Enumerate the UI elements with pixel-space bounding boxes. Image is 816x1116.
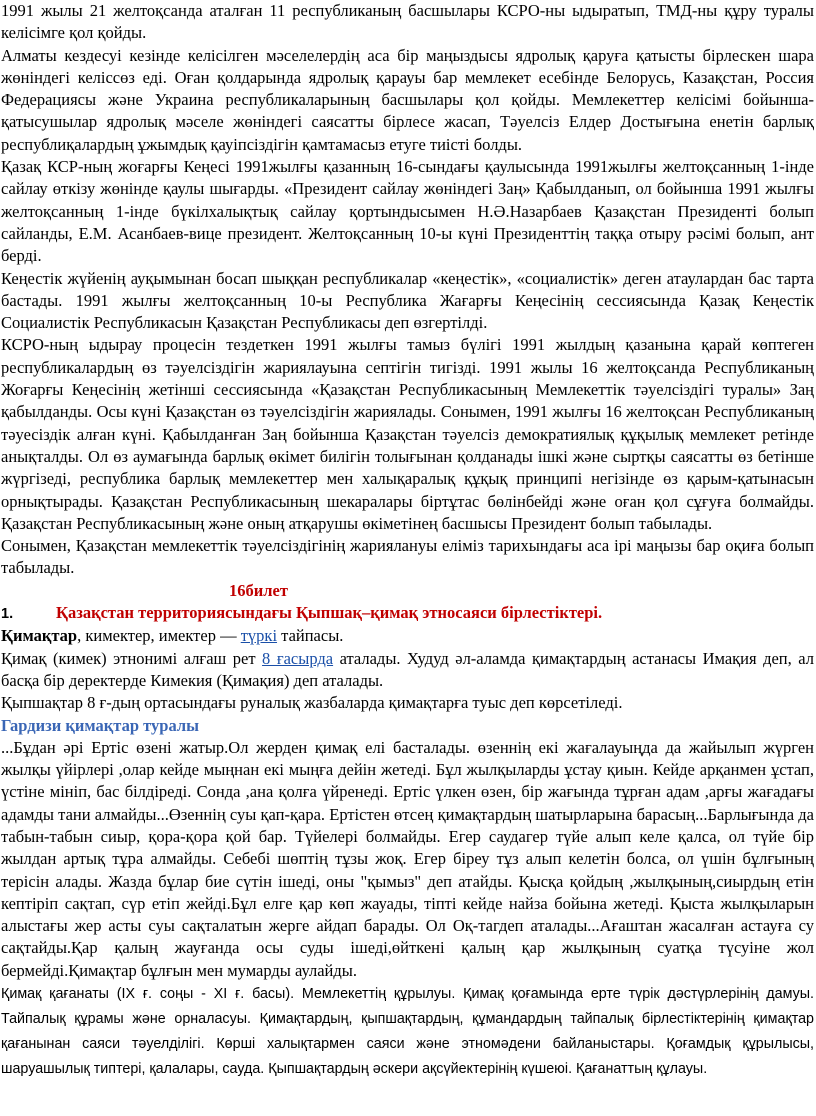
- ethnonym-tail: аталады. Худуд әл-аламда қимақтардың астанасы Имақия деп, ал басқа бір деректерде Кимекия (Қимақия) деп аталады.: [1, 648, 814, 690]
- kimak-ethnonym-paragraph: [1, 648, 814, 693]
- turkic-link[interactable]: түркі: [240, 626, 278, 646]
- paragraph-almaty-meeting: Алматы кездесуі кезінде келісілген мәселелердің аса бір маңыздысы ядролық қаруға қатысты бірлескен шара жөніндегі келіссөз еді. Оған қолдарында ядролық қарауы бар мемлекет есебінде Белорусь, Казақстан, Россия Федерациясы және Украина республикаларының басшылары қол қойды. Мемлекеттер келісімі бойынша-қатысушылар ядролық мәселе жөніндегі саясатты бірлесе жасап, Тәуелсіз Елдер Достығына енетін барлық республиқалардың ұжымдық қауіпсіздігін қамтамасыз етуге тиісті болды.: [1, 45, 814, 154]
- kimak-intro-tail: тайпасы.: [277, 626, 344, 646]
- kimak-intro-text: , кимектер, имектер —: [77, 626, 241, 646]
- ticket-heading: 16билет: [229, 580, 288, 600]
- gardizi-paragraph: ...Бұдан әрі Ертіс өзені жатыр.Ол жерден қимақ елі басталады. өзеннің екі жағалауыңда да жайылып жүрген жылқы үйірлері ,олар кейде мыңнан екі мыңға дейін жетеді. Бұл жылқыларды ұстау қиын. Кейде арқанмен ұстап, үстіне мініп, бас білдіреді. Сонда ,ана қолға үйренеді. Ертіс үлкен өзен, бір жағында тұрған адам ,арғы жағадағы адамды тани алмайды...Өзеннің суы қап-қара. Ертістен өтсең қимақтардың шатырларына барасың...Барлығында да табын-табын сиыр, қора-қора қой бар. Түйелері болмайды. Егер саудагер түйе алып келе қалса, ол түйе бір жылдан артық тұра алмайды. Себебі шөптің тұзы жоқ. Егер біреу тұз алып келетін болса, ол үшін бұлғының терісін алады. Жазда бұлар бие сүтін ішеді, оны "қымыз" деп атайды. Қысқа қойдың ,жылқының,сиырдың етін кептіріп сақтап, сүр етіп жейді.Бұл елге қар көп жауады, тіпті кейде найза бойына жетеді. Қыста жылқыларын алыстағы жер асты суы сақталатын жерге айдап барады. Ол Оқ-тагдеп аталады...Ағаштан жасалған астауға су сақтайды.Қар қалың жауғанда осы суды ішеді,өйткені қалың қар жылқының суатқа түсуіне жол бермейді.Қимақтар бұлғын мен мумарды аулайды.: [1, 737, 814, 980]
- paragraph-president-election: Қазақ КСР-ның жоғарғы Кеңесі 1991жылғы қазанның 16-сындағы қаулысында 1991жылғы желтоқсанның 1-інде сайлау өткізу жөнінде қаулы шығарды. «Президент сайлау жөніндегі Заң» Қабылданып, ол бойынша 1991 жылғы желтоқсанның 1-інде бүкілхалықтық сайлау қортындысымен Н.Ә.Назарбаев Қазақстан Президенті болып сайланды, Е.М. Асанбаев-вице президент. Желтоқсанның 10-ы күні Президенттің таққа отыру рәсімі болып, ант берді.: [1, 157, 814, 266]
- gardizi-heading: Гардизи қимақтар туралы: [1, 715, 199, 735]
- paragraph-independence-summary: Сонымен, Қазақстан мемлекеттік тәуелсіздігінің жариялануы еліміз тарихындағы аса ірі маңызы бар оқиға болып табылады.: [1, 536, 814, 578]
- kimak-bold-term: Қимақтар: [1, 626, 78, 646]
- kimak-intro-line: [1, 625, 814, 647]
- paragraph-republic-rename: Кеңестік жүйенің ауқымынан босап шыққан республикалар «кеңестік», «социалистік» деген атаулардан бас тарта бастады. 1991 жылғы желтоқсанның 10-ы Республика Жағарғы Кеңесінің сессиясында Қазақ Кеңестік Социалистік Республикасын Қазақстан Республикасы деп өзгертілді.: [1, 268, 814, 333]
- paragraph-cis-agreement: 1991 жылы 21 желтоқсанда аталған 11 республиканың басшылары КСРО-ны ыдыратып, ТМД-ны құру туралы келісімге қол қойды.: [1, 1, 814, 43]
- ethnonym-text: Қимақ (кимек) этнонимі алғаш рет: [1, 648, 263, 668]
- century-link[interactable]: 8 ғасырда: [262, 648, 334, 668]
- paragraph-independence-law: КСРО-ның ыдырау процесін тездеткен 1991 жылғы тамыз бүлігі 1991 жылдың қазанына қарай көптеген республикалардың өз тәуелсіздігін жариялауына септігін тигізді. 1991 жылы 16 желтоқсанда Республиканың Жоғарғы Кеңесінің жетінші сессиясында «Қазақстан Республикасының Мемлекеттік тәуелсіздігі туралы» Заң қабылданды. Осы күні Қазақстан өз тәуелсіздігін жариялады. Сонымен, 1991 жылғы 16 желтоқсан Республиканың тәуесіздік алған күні. Қабылданған Заң бойынша Қазақстан тәуелсіз демократиялық құқылық мемлекет ретінде анықталды. Ол өз аумағында барлық өкімет билігін толығынан қолданады ішкі және сыртқы саясатты өз бетінше жүргізеді, республика барлық мемлекеттер мен халықаралық құқық принципі негізінде өз қарым-қатынасын орнықтырады. Қазақстан Республикасының шекаралары біртұтас бөлінбейді және оған қол сұғуға болмайды. Қазақстан Республикасының және оның атқарушы өкіметінең басшысы Президент болып табылады.: [1, 335, 814, 533]
- question-heading: [1, 602, 814, 625]
- question-title: Қазақстан территориясындағы Қыпшақ–қимақ этносаяси бірлестіктері.: [56, 603, 603, 623]
- question-number: 1.: [1, 606, 14, 623]
- kimak-khaganate-paragraph: Қимақ қағанаты (IX ғ. соңы - XI ғ. басы). Мемлекеттің құрылуы. Қимақ қоғамында ерте түрік дәстүрлерінің дамуы. Тайпалық құрамы және орналасуы. Қимақтардың, қыпшақтардың, құмандардың тайпалық бірлестіктерінің қимақтар қағанынан саяси тәуелділігі. Көрші халықтармен саяси және этномәдени байланыстары. Қоғамдық құрылысы, шаруашылық типтері, қалалары, сауда. Қыпшақтардың әскери ақсүйектерінің күшеюі. Қағанаттың құлауы.: [1, 986, 814, 1078]
- kipchak-line: Қыпшақтар 8 ғ-дың ортасындағы руналық жазбаларда қимақтарға туыс деп көрсетіледі.: [1, 693, 623, 713]
